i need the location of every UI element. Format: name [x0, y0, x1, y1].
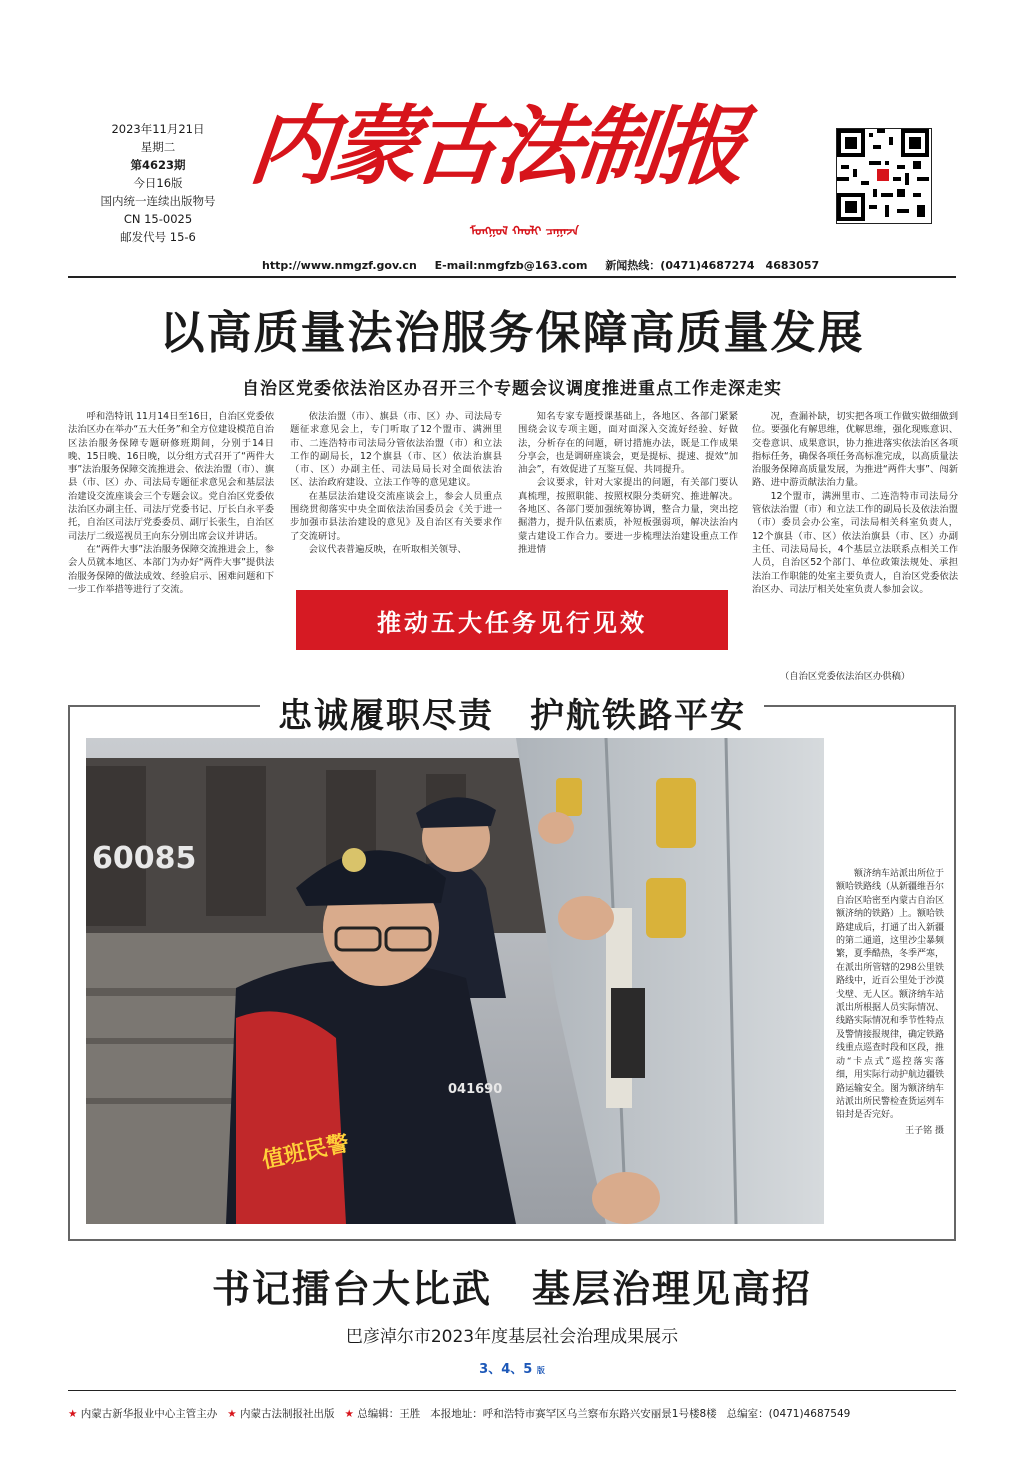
star-icon: ★ [344, 1408, 354, 1420]
caption-text: 额济纳车站派出所位于额哈铁路线（从新疆维吾尔自治区哈密至内蒙古自治区额济纳的铁路）上。额哈铁路建成后，打通了出入新疆的第二通道，这里沙尘暴频繁，夏季酷热，冬季严寒，在派出所管辖的298公里铁路线中，近百公里处于沙漠戈壁、无人区。额济纳车站派出所根据人员实际情况、线路实际情况和季节性特点及警情接报规律，确定铁路线重点巡查时段和区段，推动“卡点式”巡控落实落细，用实际行动护航边疆铁路运输安全。图为额济纳车站派出所民警检查货运列车铅封是否完好。 [836, 869, 945, 1121]
footer-editor: 总编辑：王胜 [357, 1408, 421, 1420]
bottom-headline: 书记擂台大比武 基层治理见高招 [211, 1266, 812, 1311]
photo-byline: 王子铭 摄 [905, 1125, 944, 1136]
footer [68, 1406, 956, 1421]
star-icon: ★ [227, 1408, 237, 1420]
website-link[interactable]: http://www.nmgzf.gov.cn [262, 259, 417, 272]
slogan-banner: 推动五大任务见行见效 [296, 590, 728, 650]
paragraph: 12个盟市，满洲里市、二连浩特市司法局分管依法治盟（市）和立法工作的副局长及依法治盟（市）委员会办公室，司法局相关科室负责人，12个旗县（市、区）依法治旗县（市、区）办副主任、司法局局长，4个基层立法联系点相关工作人员，自治区52个部门、单位政策法规处、承担法治工作职能的处室主要负责人，自治区党委依法治区办、司法厅相关处室负责人参加会议。 [752, 490, 958, 595]
badge-number-text: 041690 [448, 1082, 503, 1097]
star-icon: ★ [68, 1408, 78, 1420]
photo-caption [836, 868, 944, 1138]
email-link[interactable]: E-mail:nmgfzb@163.com [434, 259, 588, 272]
article-column-1 [68, 410, 274, 650]
lead-subheadline: 自治区党委依法治区办召开三个专题会议调度推进重点工作走深走实 [242, 379, 782, 399]
photo-story-title-wrap [0, 688, 1024, 737]
article-column-2 [290, 410, 502, 582]
news-hotline: 新闻热线：(0471)4687274 4683057 [605, 259, 820, 272]
paragraph: 会议代表普遍反映，在听取相关领导、 [308, 543, 467, 555]
news-photo [86, 738, 824, 1224]
article-column-4 [752, 410, 958, 650]
lead-headline: 以高质量法治服务保障高质量发展 [159, 306, 865, 359]
paragraph: 会议要求，针对大家提出的问题，有关部门要认真梳理，按照职能、按照权限分类研究、推进解决。各地区、各部门要加强统筹协调，整合力量，突出挖掘潜力，提升队伍素质，补短板强弱项，解决法治内蒙古建设工作合力。要进一步梳理法治建设重点工作推进情 [518, 477, 738, 555]
photo-story-title: 忠诚履职尽责 护航铁路平安 [260, 696, 764, 736]
bottom-subheadline: 巴彦淖尔市2023年度基层社会治理成果展示 [345, 1327, 679, 1347]
header-divider [68, 276, 956, 278]
footer-address: 本报地址：呼和浩特市赛罕区乌兰察布东路兴安丽景1号楼8楼 [430, 1408, 717, 1420]
masthead-logo: 内蒙古法制报 [244, 96, 748, 197]
page-numbers: 3、4、5 [479, 1362, 533, 1377]
mongolian-title: ᠮᠣᠩᠭᠤᠯ ᠬᠠᠤᠯᠢ ᠴᠠᠭᠠᠵᠠ [470, 224, 579, 238]
postal-code: 邮发代号 15-6 [120, 230, 196, 244]
footer-publisher: 内蒙古法制报社出版 [240, 1408, 335, 1420]
article-source: （自治区党委依法治区办供稿） [780, 671, 911, 682]
paragraph: 在基层法治建设交流座谈会上，参会人员重点围绕贯彻落实中央全面依法治国委员会《关于进一步加强市县法治建设的意见》及自治区有关要求作了交流研讨。 [290, 490, 502, 542]
paragraph: 况，查漏补缺，切实把各项工作做实做细做到位。要强化有解思维，优解思维，强化现账意识、交卷意识、成果意识，协力推进落实依法治区各项指标任务，确保各项任务高标准完成，以高质量法治服务保障高质量发展，为推进“两件大事”、闯新路、进中游贡献法治力量。 [752, 411, 958, 489]
issue-info [88, 120, 228, 246]
publication-number-label: 国内统一连续出版物号 [100, 194, 216, 208]
cn-number: CN 15-0025 [123, 212, 193, 226]
paragraph: 呼和浩特讯 11月14日至16日，自治区党委依法治区办在举办“五大任务”和全方位建设模范自治区法治服务保障专题研修班期间，分别于14日晚、15日晚、16日晚，以分组方式召开了“两件大事”法治服务保障交流推进会、依法治盟（市）、旗县（市、区）办、司法局专题征求意见会和基层法治建设交流座谈会三个专题会议。党自治区党委依法治区办副主任、司法厅党委书记、厅长白永平委托，自治区司法厅党委委员、副厅长张生，自治区司法厅二级巡视员王向东分别出席会议并讲话。 [68, 411, 274, 542]
page-reference[interactable] [0, 1358, 1024, 1377]
qr-code-icon[interactable] [836, 128, 932, 224]
issue-weekday: 星期二 [140, 140, 176, 154]
footer-sponsor: 内蒙古新华报业中心主管主办 [80, 1408, 218, 1420]
pages-today: 今日16版 [133, 176, 183, 190]
armband-text: 值班民警 [260, 1131, 352, 1174]
issue-date: 2023年11月21日 [111, 122, 205, 136]
issue-number: 第4623期 [130, 158, 186, 172]
paragraph: 依法治盟（市）、旗县（市、区）办、司法局专题征求意见会上，专门听取了12个盟市、满洲里市、二连浩特市司法局分管依法治盟（市）和立法工作的副局长，12个旗县（市、区）依法治旗县（市、区）办副主任、司法局局长对全面依法治区、法治政府建设、立法工作等的意见建议。 [290, 411, 502, 489]
paragraph: 知名专家专题授课基础上，各地区、各部门紧紧围绕会议专项主题，面对面深入交流好经验、好做法，分析存在的问题，研讨措施办法，既是工作成果分享会，也是调研座谈会，更是提标、提速、提效“加油会”，有效促进了互鉴互促、共同提升。 [518, 411, 738, 476]
paragraph: 在“两件大事”法治服务保障交流推进会上，参会人员就本地区、本部门为办好“两件大事”提供法治服务保障的做法成效、经验启示、困难问题和下一步工作举措等进行了交流。 [68, 543, 274, 595]
footer-divider [68, 1390, 956, 1391]
footer-office: 总编室：(0471)4687549 [726, 1408, 851, 1420]
article-column-3 [518, 410, 738, 582]
train-number-text: 60085 [92, 841, 197, 876]
contact-line [262, 257, 833, 273]
page-suffix: 版 [536, 1366, 545, 1375]
